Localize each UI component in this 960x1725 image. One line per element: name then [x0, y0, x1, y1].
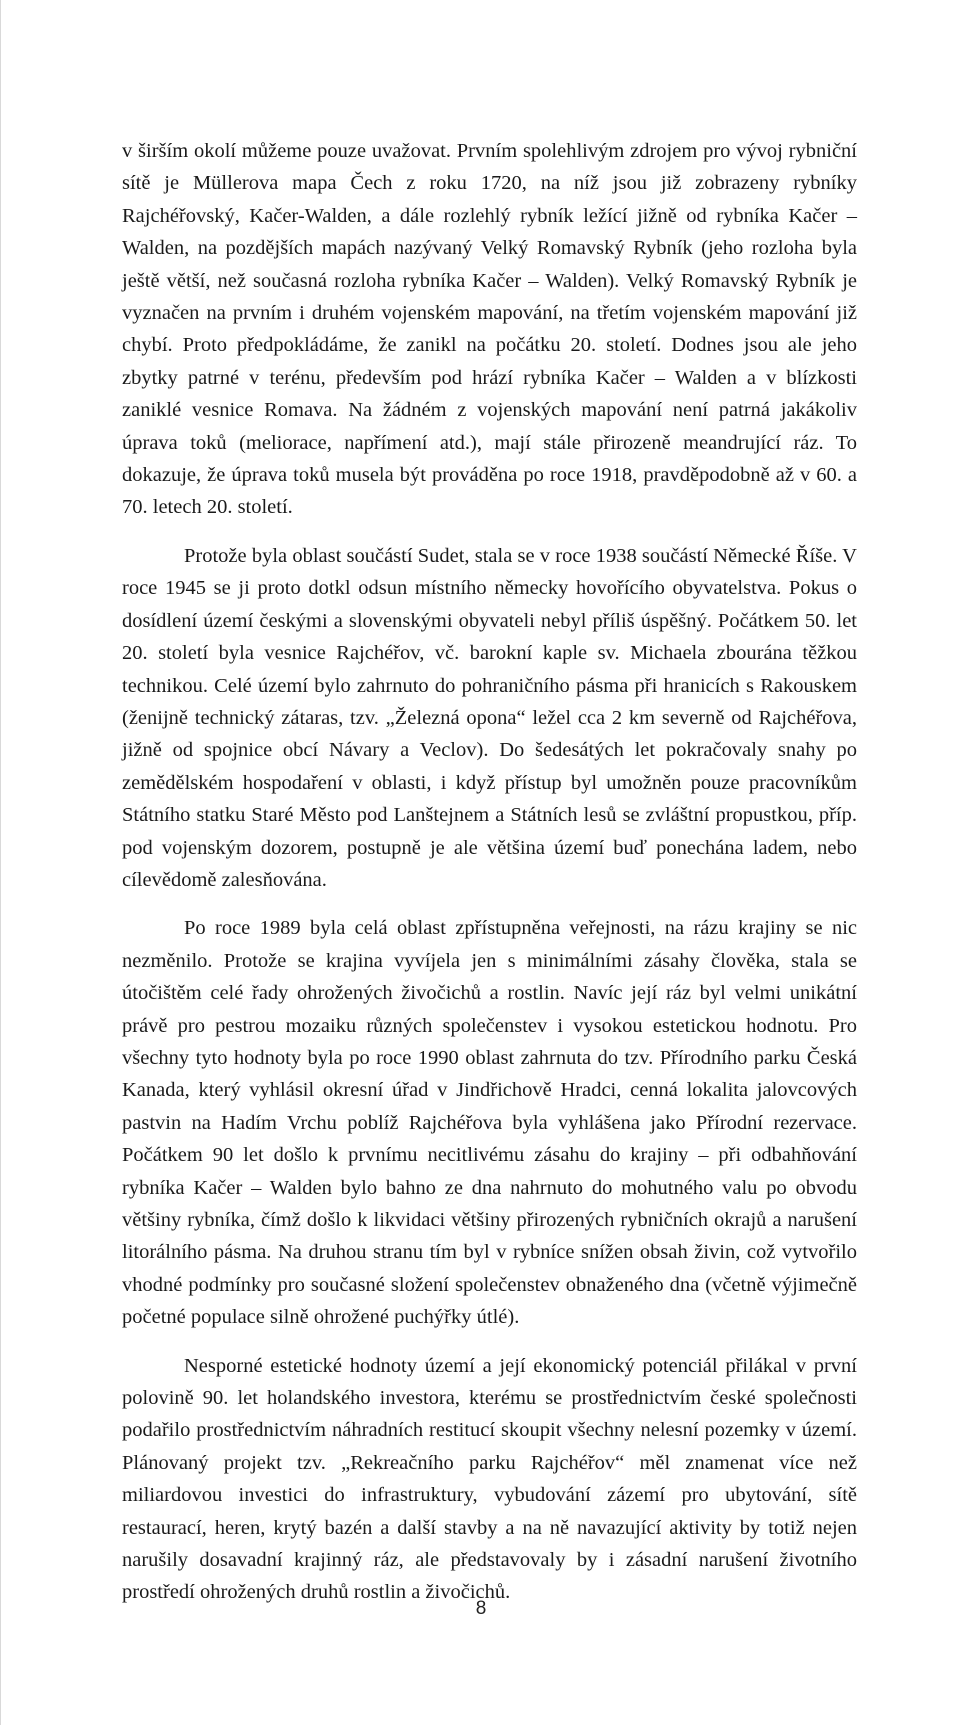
- document-body: [122, 135, 857, 1609]
- paragraph-continuation: v širším okolí můžeme pouze uvažovat. Prvním spolehlivým zdrojem pro vývoj rybniční sítě je Müllerova mapa Čech z roku 1720, na níž jsou již zobrazeny rybníky Rajchéřovský, Kačer-Walden, a dále rozlehlý rybník ležící jižně od rybníka Kačer – Walden, na pozdějších mapách nazývaný Velký Romavský Rybník (jeho rozloha byla ještě větší, než současná rozloha rybníka Kačer – Walden). Velký Romavský Rybník je vyznačen na prvním i druhém vojenském mapování, na třetím vojenském mapování již chybí. Proto předpokládáme, že zanikl na počátku 20. století. Dodnes jsou ale jeho zbytky patrné v terénu, především pod hrází rybníka Kačer – Walden a v blízkosti zaniklé vesnice Romava. Na žádném z vojenských mapování není patrná jakákoliv úprava toků (meliorace, napřímení atd.), mají stále přirozeně meandrující ráz. To dokazuje, že úprava toků musela být prováděna po roce 1918, pravděpodobně až v 60. a 70. letech 20. století.: [122, 140, 857, 519]
- paragraph-investor: Nesporné estetické hodnoty území a její ekonomický potenciál přilákal v první polovině 90. let holandského investora, kterému se prostřednictvím české společnosti podařilo prostřednictvím náhradních restitucí skoupit všechny nelesní pozemky v území. Plánovaný projekt tzv. „Rekreačního parku Rajchéřov“ měl znamenat více než miliardovou investici do infrastruktury, vybudování zázemí pro ubytování, sítě restaurací, heren, krytý bazén a další stavby a na ně navazující aktivity by totiž nejen narušily dosavadní krajinný ráz, ale představovaly by i zásadní narušení životního prostředí ohrožených druhů rostlin a živočichů.: [122, 1354, 857, 1604]
- paragraph-after-1989: Po roce 1989 byla celá oblast zpřístupněna veřejnosti, na rázu krajiny se nic nezměnilo. Protože se krajina vyvíjela jen s minimálními zásahy člověka, stala se útočištěm celé řady ohrožených živočichů a rostlin. Navíc její ráz byl velmi unikátní právě pro pestrou mozaiku různých společenstev i vysokou estetickou hodnotu. Pro všechny tyto hodnoty byla po roce 1990 oblast zahrnuta do tzv. Přírodního parku Česká Kanada, který vyhlásil okresní úřad v Jindřichově Hradci, cenná lokalita jalovcových pastvin na Hadím Vrchu poblíž Rajchéřova byla vyhlášena jako Přírodní rezervace. Počátkem 90 let došlo k prvnímu necitlivému zásahu do krajiny – při odbahňování rybníka Kačer – Walden bylo bahno ze dna nahrnuto do mohutného valu po obvodu většiny rybníka, čímž došlo k likvidaci většiny přirozených rybničních okrajů a narušení litorálního pásma. Na druhou stranu tím byl v rybníce snížen obsah živin, což vytvořilo vhodné podmínky pro současné složení společenstev obnaženého dna (včetně výjimečně početné populace silně ohrožené puchýřky útlé).: [122, 917, 857, 1329]
- paragraph-sudety: Protože byla oblast součástí Sudet, stala se v roce 1938 součástí Německé Říše. V roce 1945 se ji proto dotkl odsun místního německy hovořícího obyvatelstva. Pokus o dosídlení území českými a slovenskými obyvateli nebyl příliš úspěšný. Počátkem 50. let 20. století byla vesnice Rajchéřov, vč. barokní kaple sv. Michaela zbourána těžkou technikou. Celé území bylo zahrnuto do pohraničního pásma při hranicích s Rakouskem (ženijně technický zátaras, tzv. „Železná opona“ ležel cca 2 km severně od Rajchéřova, jižně od spojnice obcí Návary a Veclov). Do šedesátých let pokračovaly snahy po zemědělském hospodaření v oblasti, i když přístup byl umožněn pouze pracovníkům Státního statku Staré Město pod Lanštejnem a Státních lesů se zvláštní propustkou, příp. pod vojenským dozorem, postupně je ale většina území buď ponechána ladem, nebo cílevědomě zalesňována.: [122, 544, 857, 891]
- page-number: 8: [475, 1598, 487, 1619]
